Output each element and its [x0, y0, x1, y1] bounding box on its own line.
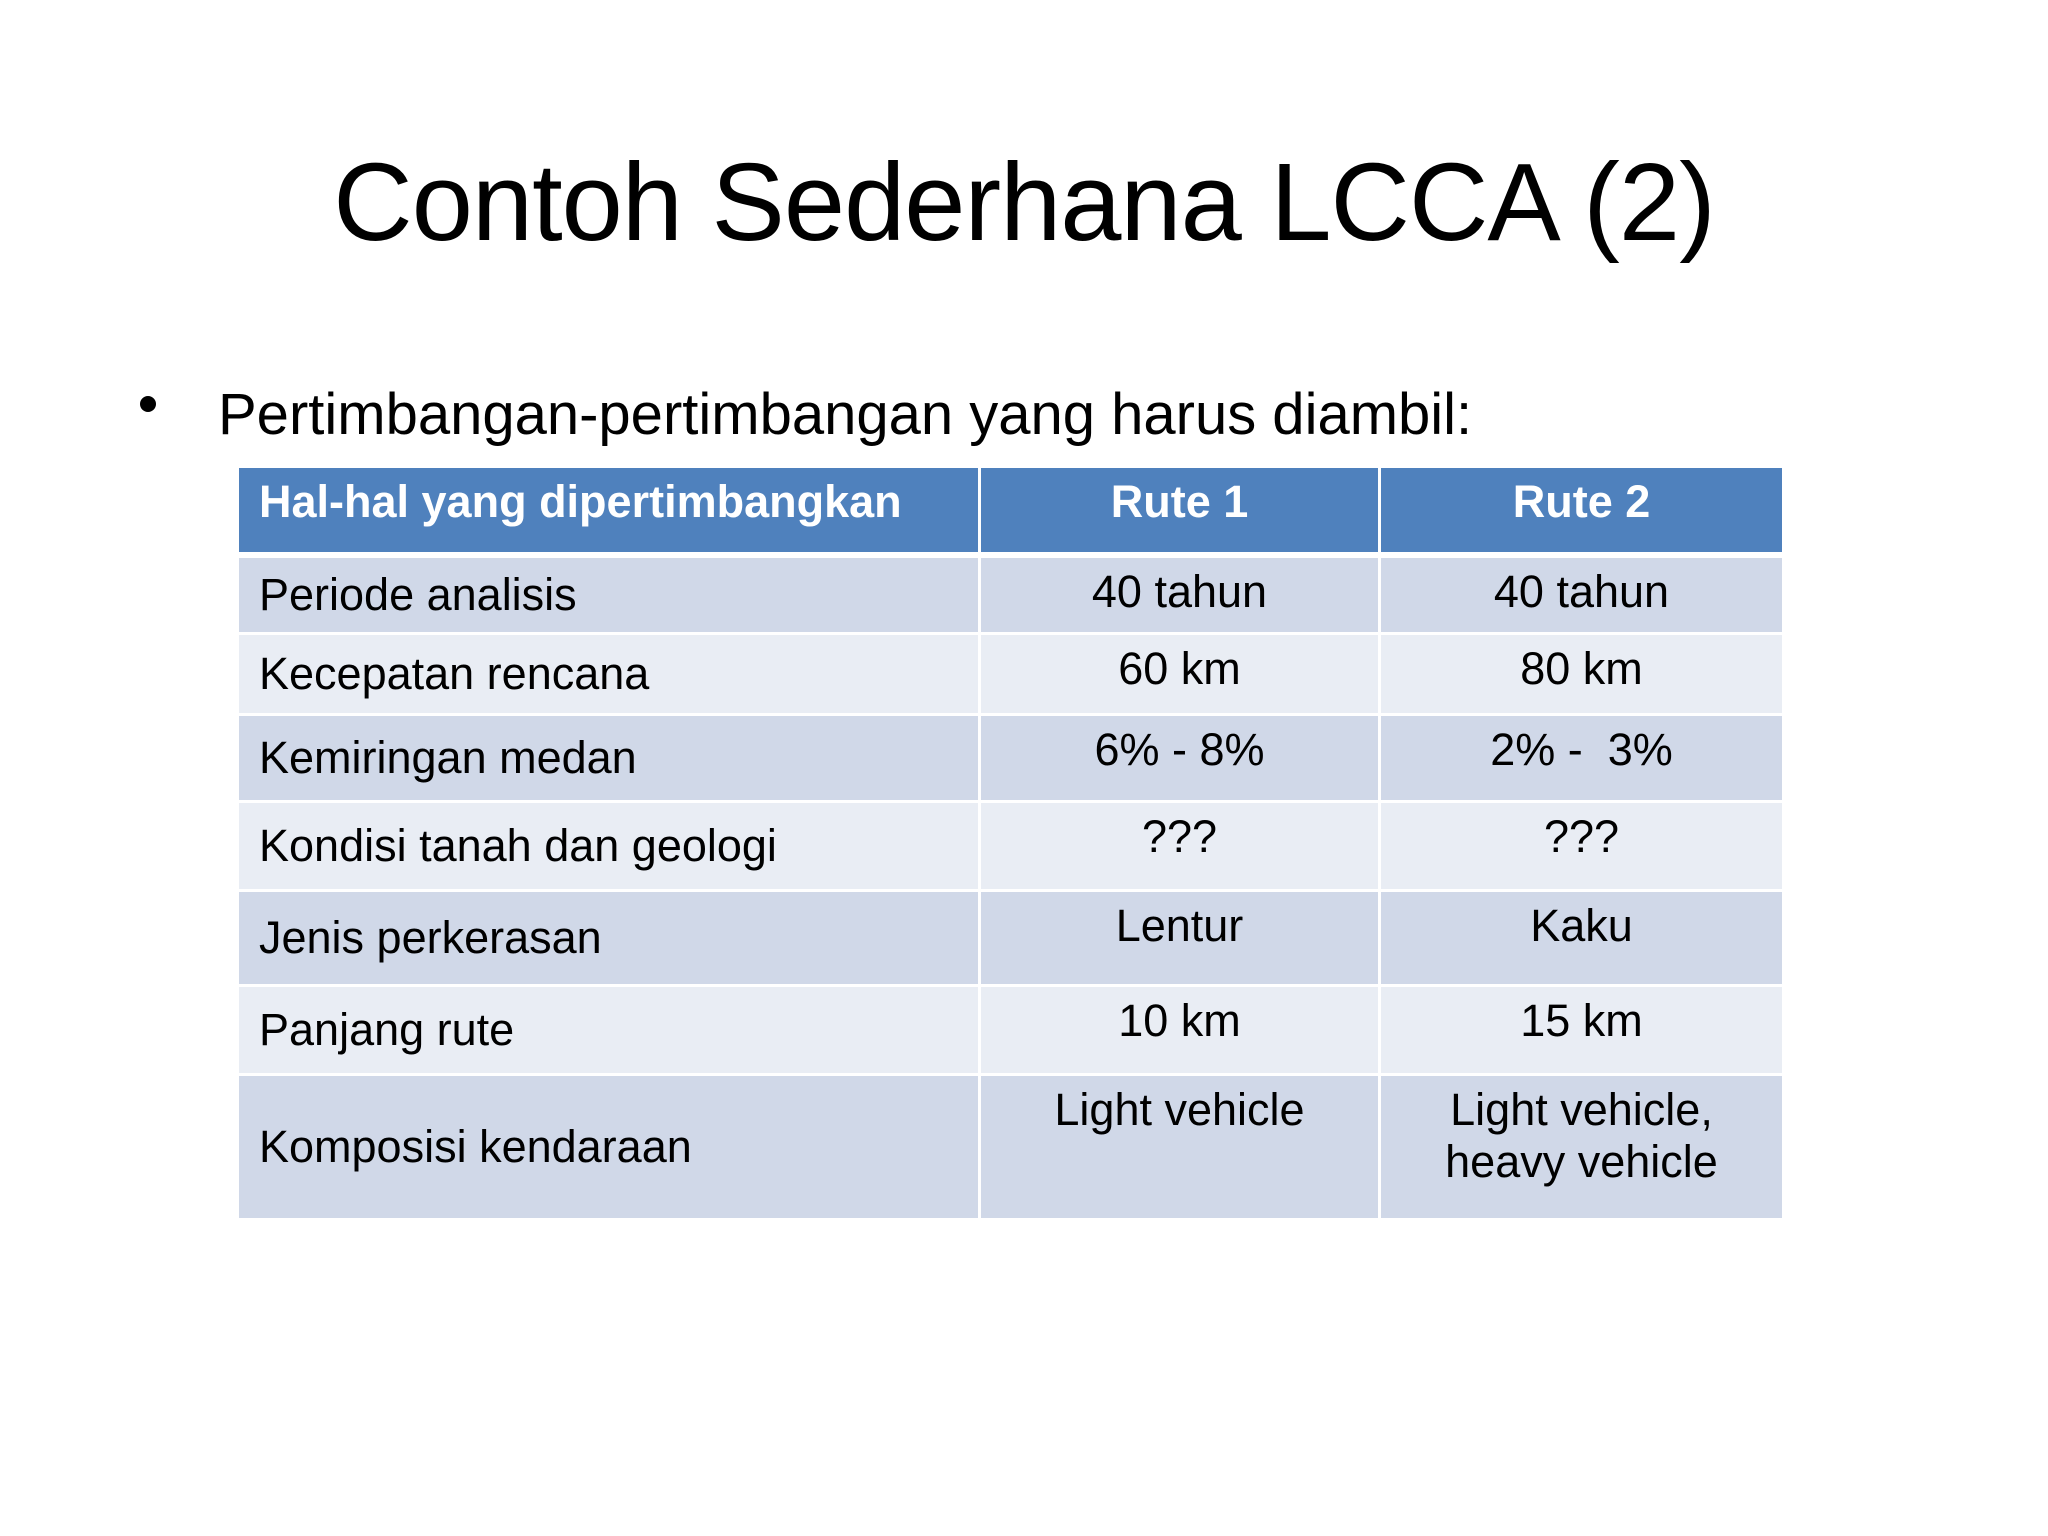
- rute-2-value-line: Light vehicle,: [1450, 1084, 1713, 1135]
- rute-2-value: [1380, 1075, 1784, 1220]
- table-row: [238, 634, 1784, 715]
- row-label: Panjang rute: [238, 986, 980, 1075]
- header-considerations: Hal-hal yang dipertimbangkan: [238, 467, 980, 556]
- bullet-dot-icon: [140, 396, 156, 412]
- bullet-item: [140, 375, 1472, 455]
- rute-2-value: 15 km: [1380, 986, 1784, 1075]
- rute-2-value: Kaku: [1380, 891, 1784, 986]
- rute-1-value: 40 tahun: [980, 555, 1380, 634]
- rute-2-value: 80 km: [1380, 634, 1784, 715]
- table-header-row: [238, 467, 1784, 556]
- header-rute-1: Rute 1: [980, 467, 1380, 556]
- header-rute-2: Rute 2: [1380, 467, 1784, 556]
- table-row: [238, 1075, 1784, 1220]
- row-label: Komposisi kendaraan: [238, 1075, 980, 1220]
- row-label: Kecepatan rencana: [238, 634, 980, 715]
- rute-2-value: 2% - 3%: [1380, 715, 1784, 802]
- row-label: Kemiringan medan: [238, 715, 980, 802]
- table-row: [238, 802, 1784, 891]
- bullet-text: Pertimbangan-pertimbangan yang harus diambil:: [218, 382, 1473, 447]
- rute-1-value: Lentur: [980, 891, 1380, 986]
- table-row: [238, 891, 1784, 986]
- row-label: Jenis perkerasan: [238, 891, 980, 986]
- table-row: [238, 715, 1784, 802]
- slide-title: Contoh Sederhana LCCA (2): [333, 141, 1715, 264]
- rute-1-value: 60 km: [980, 634, 1380, 715]
- rute-1-value: Light vehicle: [980, 1075, 1380, 1220]
- row-label: Kondisi tanah dan geologi: [238, 802, 980, 891]
- rute-1-value: 10 km: [980, 986, 1380, 1075]
- rute-1-value: ???: [980, 802, 1380, 891]
- table-row: [238, 555, 1784, 634]
- rute-2-value: 40 tahun: [1380, 555, 1784, 634]
- comparison-table: [236, 465, 1785, 1221]
- rute-1-value: 6% - 8%: [980, 715, 1380, 802]
- rute-2-value-line: heavy vehicle: [1445, 1136, 1718, 1187]
- rute-2-value: ???: [1380, 802, 1784, 891]
- row-label: Periode analisis: [238, 555, 980, 634]
- table-row: [238, 986, 1784, 1075]
